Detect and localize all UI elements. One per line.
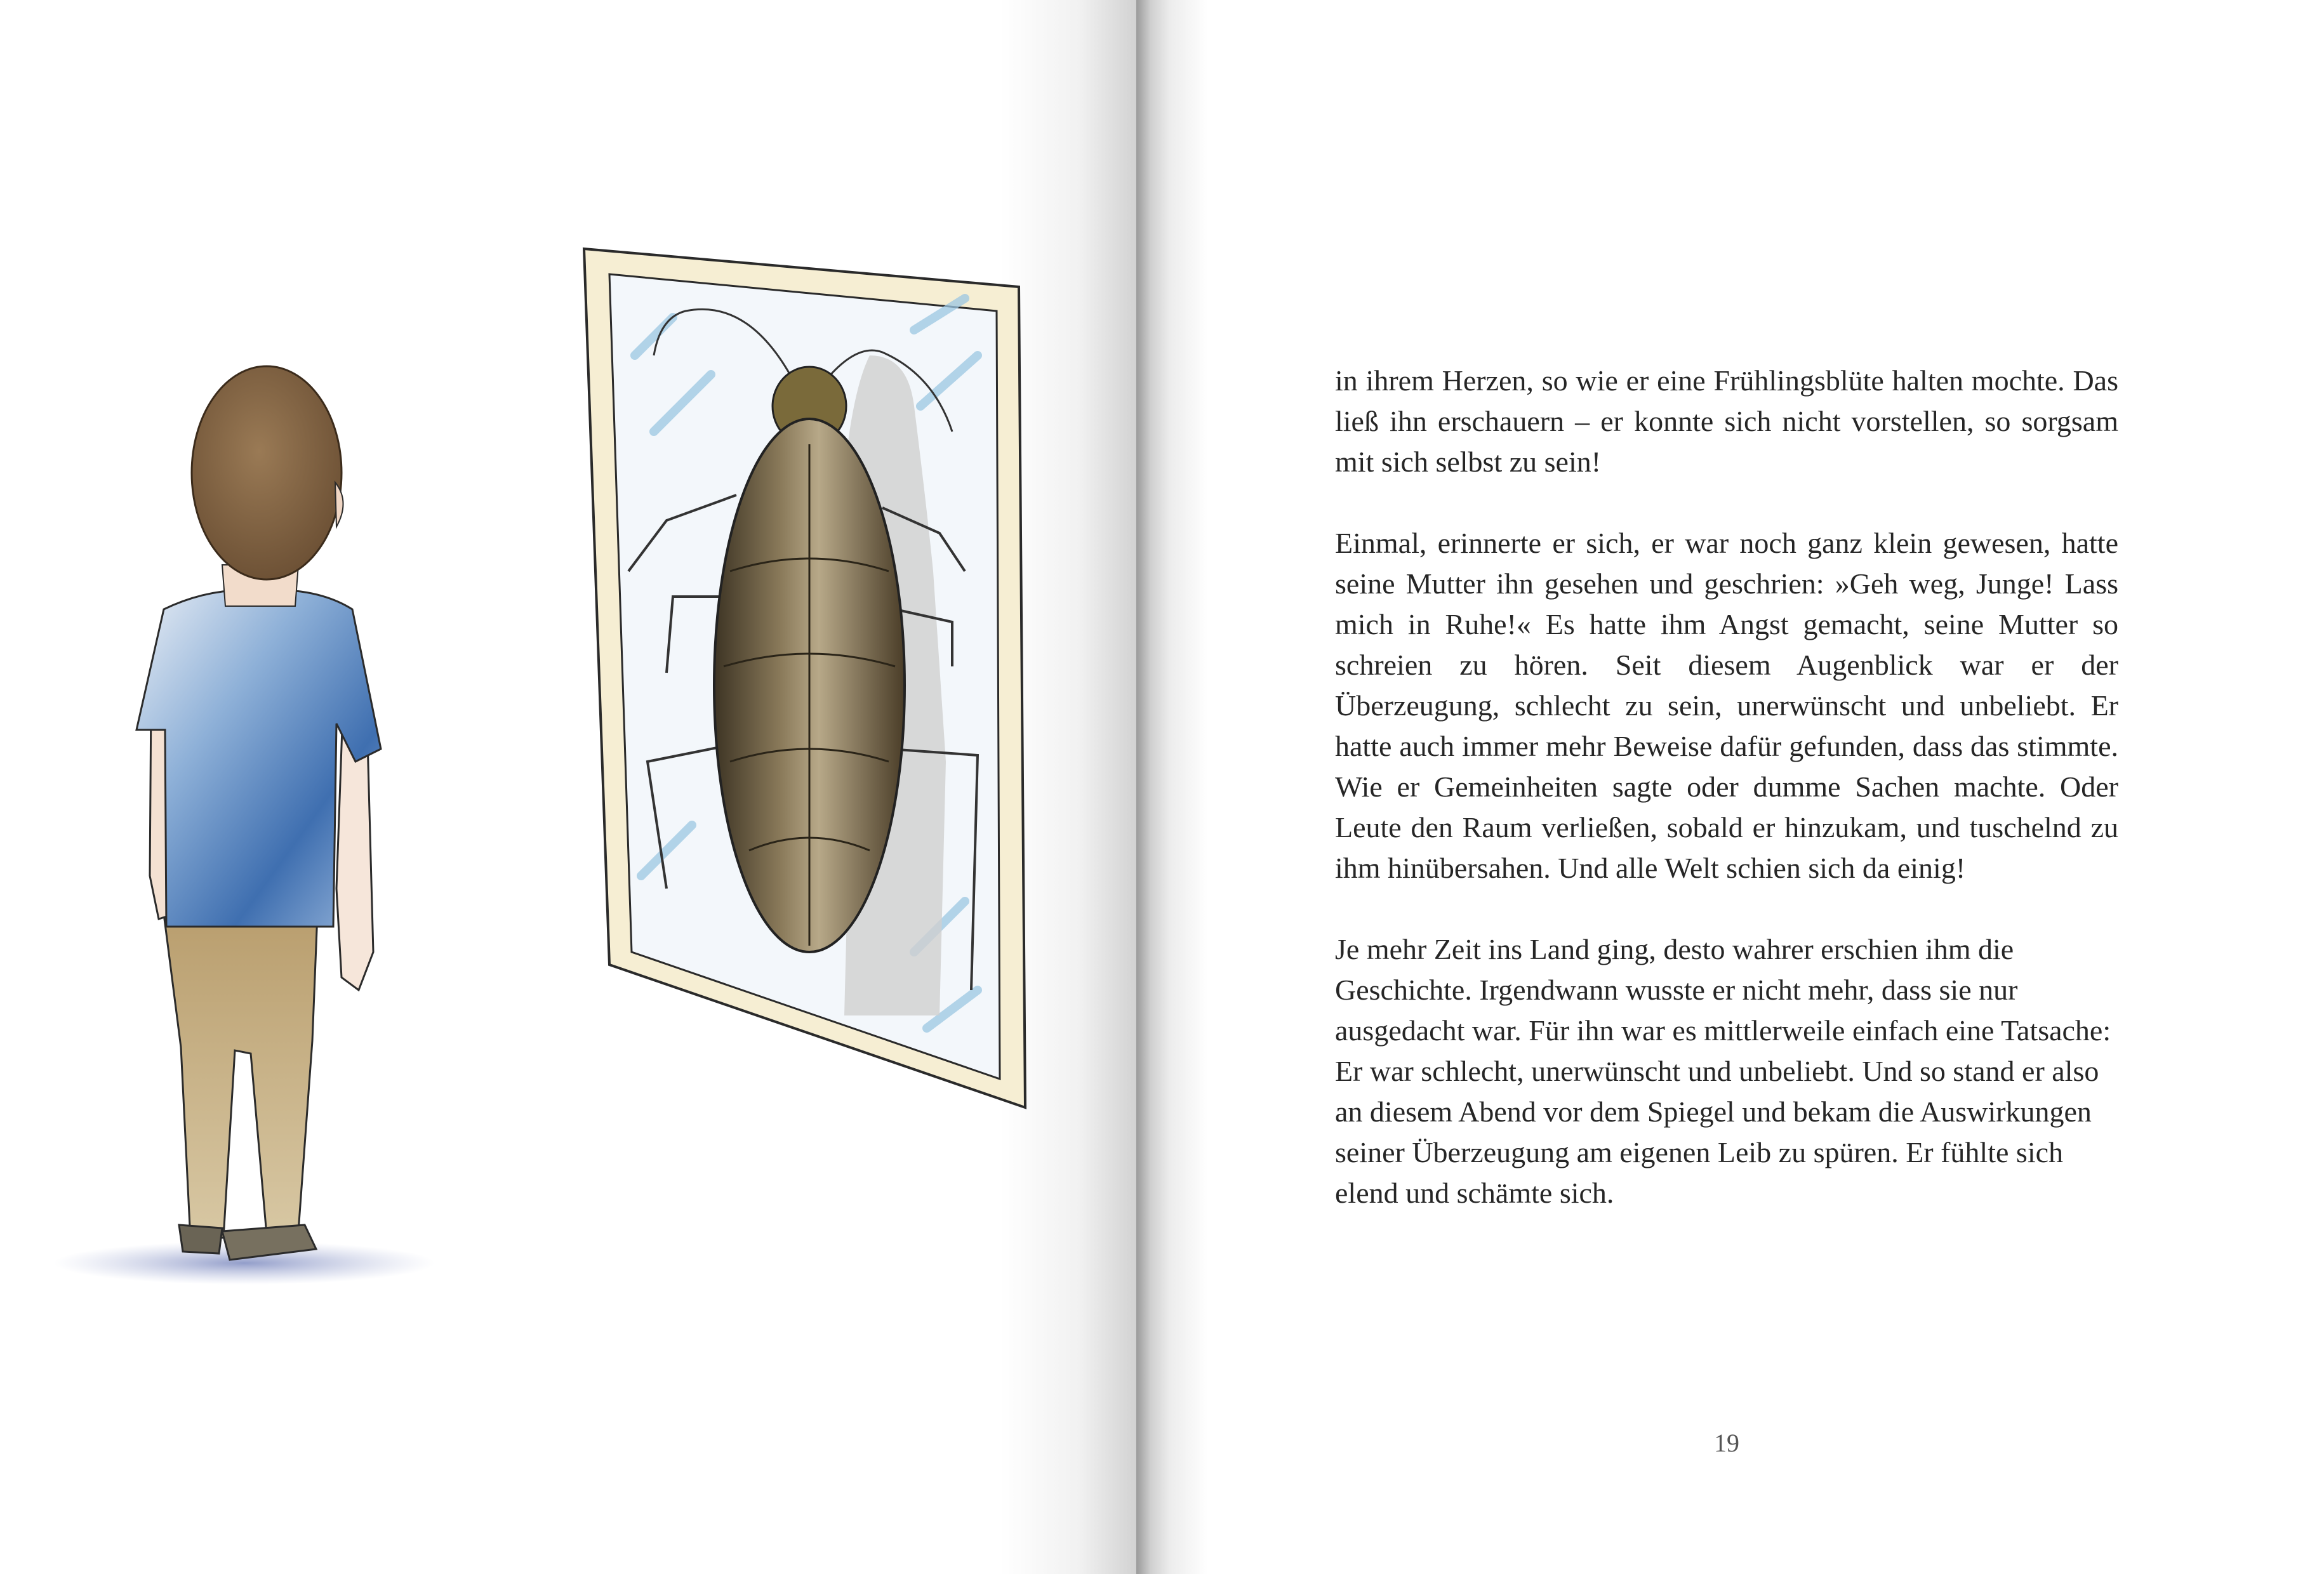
paragraph-3: Je mehr Zeit ins Land ging, desto wahrer erschien ihm die Geschichte. Irgendwann wusste er nicht mehr, dass sie nur ausgedacht war. Für ihn war es mittlerweile einfach eine Tatsache: Er war schlecht, unerwünscht und unbeliebt. Und so stand er also an diesem Abend vor dem Spiegel und bekam die Auswirkungen seiner Überzeugung am eigenen Leib zu spüren. Er fühlte sich elend und schämte sich. xyxy=(1335,933,2111,1209)
story-text xyxy=(1335,360,2118,1254)
boy-hair xyxy=(192,366,342,579)
boy-looking-in-mirror-illustration xyxy=(0,0,1136,1574)
left-page xyxy=(0,0,1136,1574)
paragraph-2: Einmal, erinnerte er sich, er war noch ganz klein gewesen, hatte seine Mutter ihn gesehen und geschrien: »Geh weg, Junge! Lass mich in Ruhe!« Es hatte ihm Angst gemacht, seine Mutter so schreien zu hören. Seit diesem Augenblick war er der Überzeugung, schlecht zu sein, unerwünscht und unbeliebt. Er hatte auch immer mehr Beweise dafür gefunden, dass das stimmte. Wie er Gemeinheiten sagte oder dumme Sachen machte. Oder Leute den Raum verließen, sobald er hinzukam, und tuschelnd zu ihm hinübersahen. Und alle Welt schien sich da einig! xyxy=(1335,527,2118,884)
boy-pants xyxy=(164,914,317,1239)
boy-ear xyxy=(335,482,343,527)
boy-shoe-left xyxy=(179,1225,222,1253)
paragraph-1: in ihrem Herzen, so wie er eine Frühlingsblüte halten mochte. Das ließ ihn erschauern – er konnte sich nicht vorstellen, so sorgsam mit sich selbst zu sein! xyxy=(1335,364,2118,478)
page-number: 19 xyxy=(1714,1429,1739,1457)
